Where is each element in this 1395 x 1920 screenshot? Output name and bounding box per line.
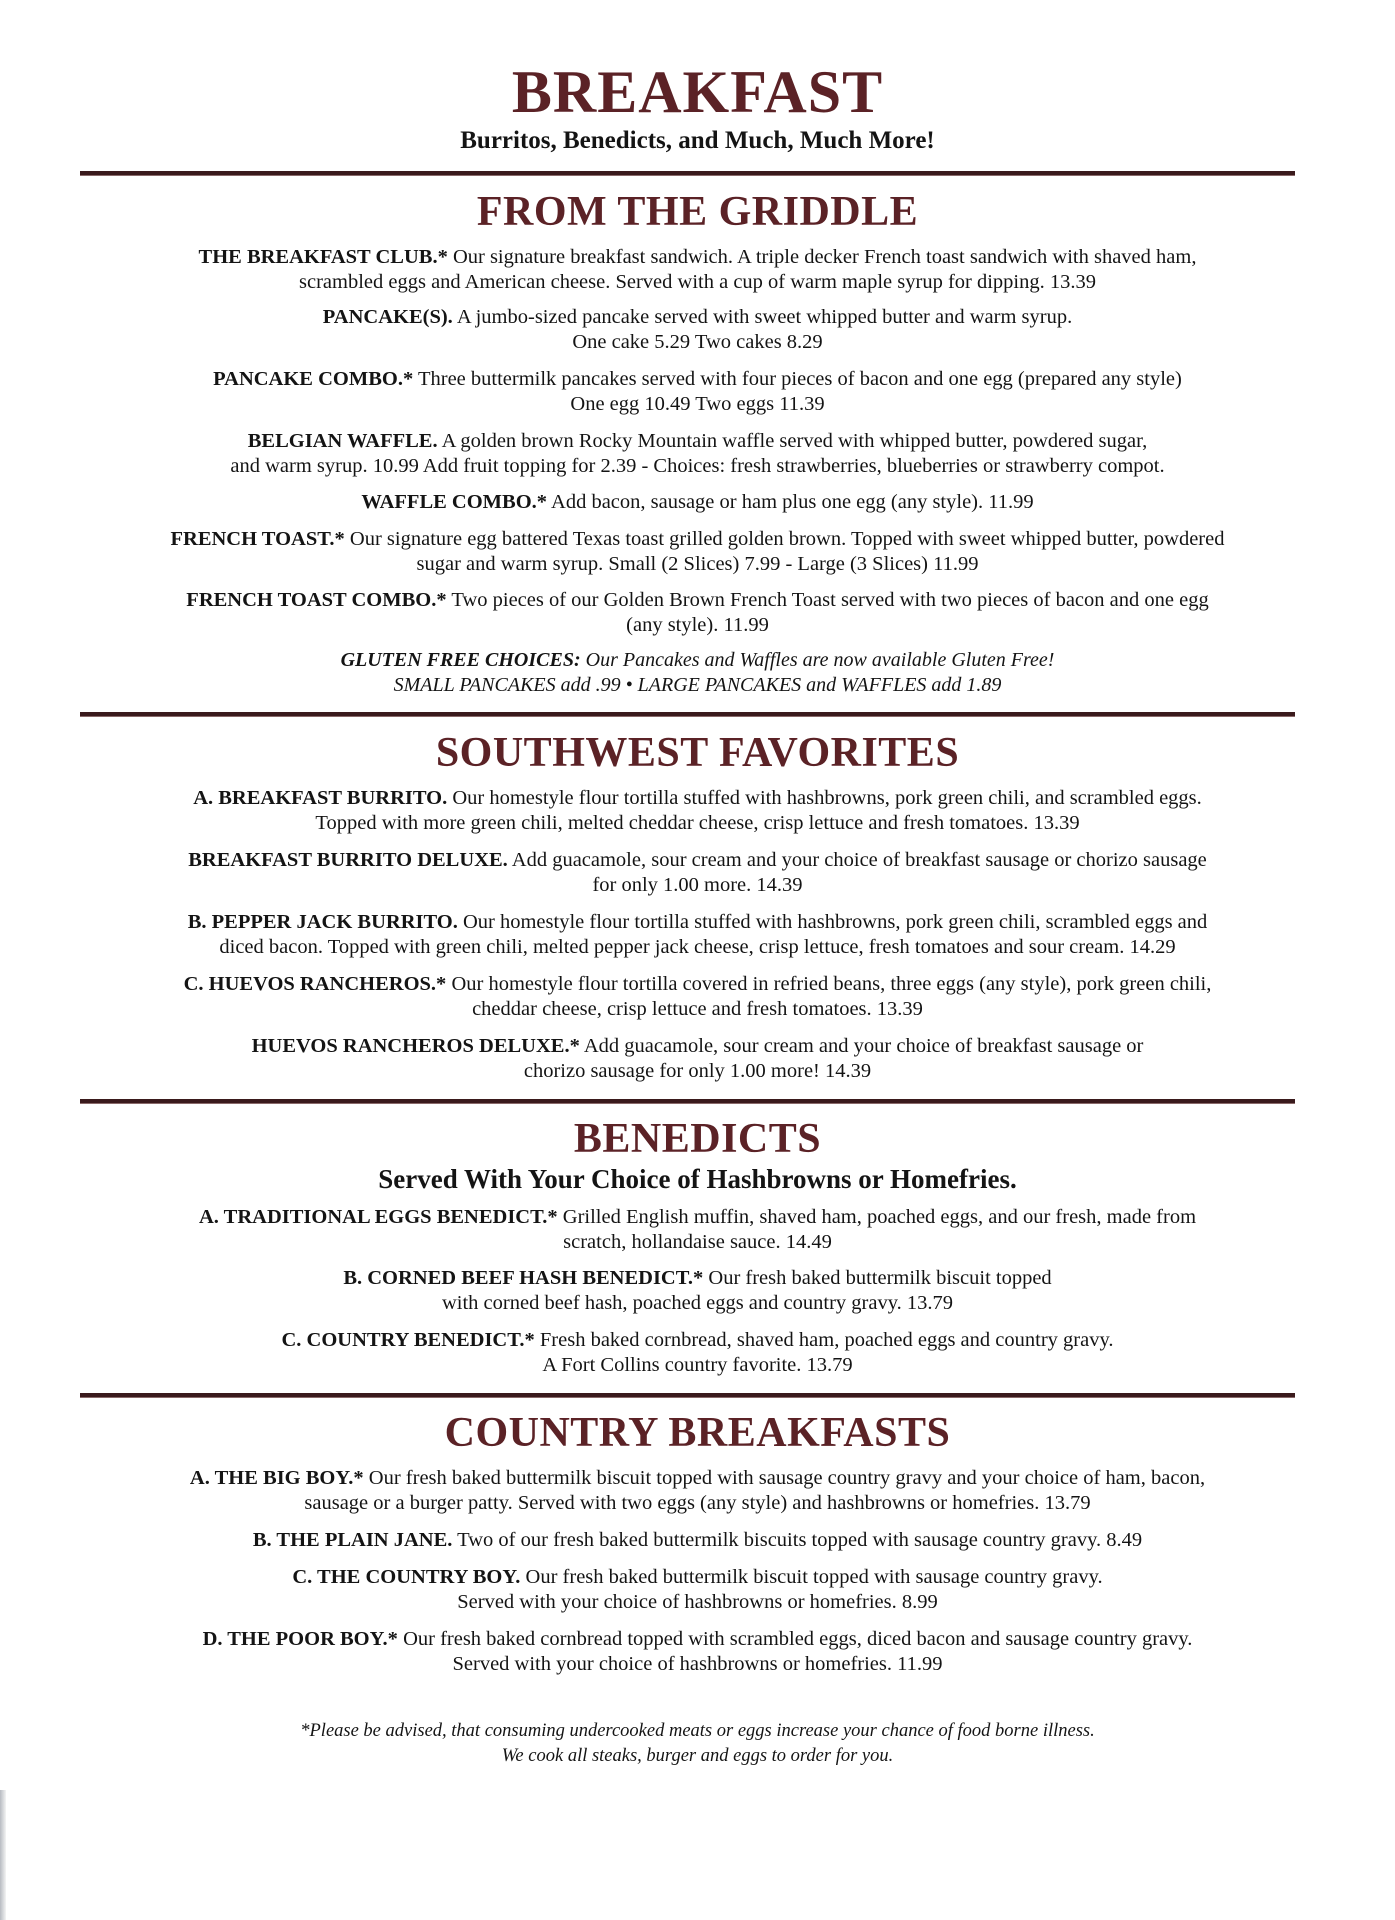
item-desc-line2: scratch, hollandaise sauce. 14.49	[563, 1231, 832, 1253]
section-divider	[80, 1393, 1295, 1398]
item-name: B. PEPPER JACK BURRITO.	[187, 911, 458, 933]
item-desc-line2: One cake 5.29 Two cakes 8.29	[572, 331, 823, 353]
menu-item-plain-jane	[60, 1528, 1335, 1553]
item-name: FRENCH TOAST COMBO.*	[186, 589, 447, 611]
menu-item-pancake-combo	[60, 367, 1335, 417]
item-name: A. THE BIG BOY.*	[189, 1467, 364, 1489]
item-name: FRENCH TOAST.*	[170, 528, 345, 550]
item-desc-line1: Our signature egg battered Texas toast grilled golden brown. Topped with sweet whipped butter, powdered	[349, 528, 1225, 550]
item-name: A. BREAKFAST BURRITO.	[193, 787, 448, 809]
item-desc-line1: Our fresh baked buttermilk biscuit topped with sausage country gravy.	[525, 1566, 1103, 1588]
item-desc-line2: chorizo sausage for only 1.00 more! 14.39	[523, 1060, 872, 1082]
menu-item-waffle-combo	[60, 490, 1335, 515]
section-divider	[80, 712, 1295, 717]
menu-item-country-benedict	[60, 1328, 1335, 1378]
item-desc-line2: One egg 10.49 Two eggs 11.39	[570, 393, 825, 415]
item-desc-line2: (any style). 11.99	[626, 614, 769, 636]
item-desc-line1: Three buttermilk pancakes served with four pieces of bacon and one egg (prepared any style)	[417, 368, 1182, 390]
item-desc-line1: Two of our fresh baked buttermilk biscuits topped with sausage country gravy. 8.49	[457, 1529, 1143, 1551]
item-desc-line1: Fresh baked cornbread, shaved ham, poached eggs and country gravy.	[539, 1329, 1114, 1351]
item-desc-line2: cheddar cheese, crisp lettuce and fresh tomatoes. 13.39	[472, 998, 923, 1020]
menu-item-big-boy	[60, 1466, 1335, 1516]
item-desc-line1: Add guacamole, sour cream and your choice of breakfast sausage or chorizo sausage	[511, 849, 1207, 871]
section-divider	[80, 1099, 1295, 1104]
item-desc-line2: Topped with more green chili, melted cheddar cheese, crisp lettuce and fresh tomatoes. 13.39	[315, 812, 1080, 834]
food-safety-disclaimer	[60, 1719, 1335, 1769]
menu-item-pepper-jack-burrito	[60, 910, 1335, 960]
item-name: HUEVOS RANCHEROS DELUXE.*	[251, 1035, 580, 1057]
menu-item-traditional-eggs-benedict	[60, 1205, 1335, 1255]
section-title-griddle: FROM THE GRIDDLE	[476, 189, 919, 235]
item-desc-line2: A Fort Collins country favorite. 13.79	[542, 1354, 853, 1376]
item-desc-line2: Served with your choice of hashbrowns or homefries. 11.99	[452, 1653, 943, 1675]
item-desc-line1: Our fresh baked buttermilk biscuit topped with sausage country gravy and your choice of ham, bacon,	[368, 1467, 1206, 1489]
item-desc-line1: Our homestyle flour tortilla stuffed with hashbrowns, pork green chili, and scrambled eggs.	[452, 787, 1202, 809]
menu-item-breakfast-burrito	[60, 786, 1335, 836]
item-desc-line1: A jumbo-sized pancake served with sweet whipped butter and warm syrup.	[456, 306, 1073, 328]
item-desc-line1: Our fresh baked buttermilk biscuit topped	[708, 1267, 1052, 1289]
item-desc-line2: sugar and warm syrup. Small (2 Slices) 7.99 - Large (3 Slices) 11.99	[416, 553, 979, 575]
item-desc-line1: Add bacon, sausage or ham plus one egg (any style). 11.99	[551, 491, 1034, 513]
item-name: BELGIAN WAFFLE.	[247, 430, 438, 452]
scan-edge-shadow	[0, 1790, 6, 1920]
item-name: D. THE POOR BOY.*	[202, 1628, 398, 1650]
note-line1: Our Pancakes and Waffles are now available Gluten Free!	[585, 649, 1055, 671]
item-name: BREAKFAST BURRITO DELUXE.	[188, 849, 508, 871]
item-desc-line1: Our signature breakfast sandwich. A triple decker French toast sandwich with shaved ham,	[452, 246, 1197, 268]
item-desc-line1: Our homestyle flour tortilla stuffed with hashbrowns, pork green chili, scrambled eggs and	[462, 911, 1208, 933]
item-desc-line2: and warm syrup. 10.99 Add fruit topping for 2.39 - Choices: fresh strawberries, blueberries or strawberry compot.	[230, 455, 1165, 477]
menu-item-french-toast	[60, 527, 1335, 577]
item-name: C. HUEVOS RANCHEROS.*	[183, 973, 447, 995]
item-name: PANCAKE(S).	[322, 306, 453, 328]
disclaimer-line2: We cook all steaks, burger and eggs to order for you.	[501, 1746, 894, 1766]
item-desc-line1: Add guacamole, sour cream and your choice of breakfast sausage or	[583, 1035, 1144, 1057]
section-subtitle-benedicts: Served With Your Choice of Hashbrowns or Homefries.	[378, 1164, 1017, 1194]
item-name: THE BREAKFAST CLUB.*	[198, 246, 448, 268]
item-desc-line1: Two pieces of our Golden Brown French Toast served with two pieces of bacon and one egg	[451, 589, 1209, 611]
item-name: B. CORNED BEEF HASH BENEDICT.*	[343, 1267, 704, 1289]
menu-item-huevos-rancheros-deluxe	[60, 1034, 1335, 1084]
menu-item-country-boy	[60, 1565, 1335, 1615]
menu-item-breakfast-burrito-deluxe	[60, 848, 1335, 898]
item-name: WAFFLE COMBO.*	[361, 491, 548, 513]
item-name: C. COUNTRY BENEDICT.*	[281, 1329, 535, 1351]
item-name: A. TRADITIONAL EGGS BENEDICT.*	[198, 1206, 558, 1228]
item-desc-line2: sausage or a burger patty. Served with two eggs (any style) and hashbrowns or homefries. 13.79	[304, 1492, 1091, 1514]
disclaimer-line1: *Please be advised, that consuming undercooked meats or eggs increase your chance of food borne illness.	[300, 1721, 1095, 1741]
menu-item-pancakes	[60, 305, 1335, 355]
section-divider	[80, 171, 1295, 176]
menu-item-breakfast-club	[60, 245, 1335, 295]
item-desc-line2: scrambled eggs and American cheese. Served with a cup of warm maple syrup for dipping. 13.39	[299, 271, 1096, 293]
item-desc-line2: with corned beef hash, poached eggs and country gravy. 13.79	[441, 1292, 953, 1314]
item-desc-line1: Our homestyle flour tortilla covered in refried beans, three eggs (any style), pork green chili,	[451, 973, 1212, 995]
item-name: B. THE PLAIN JANE.	[252, 1529, 453, 1551]
menu-item-huevos-rancheros	[60, 972, 1335, 1022]
item-desc-line2: diced bacon. Topped with green chili, melted pepper jack cheese, crisp lettuce, fresh tomatoes and sour cream. 14.29	[219, 936, 1176, 958]
item-desc-line2: Served with your choice of hashbrowns or homefries. 8.99	[457, 1591, 938, 1613]
menu-item-corned-beef-hash-benedict	[60, 1266, 1335, 1316]
item-desc-line1: Our fresh baked cornbread topped with scrambled eggs, diced bacon and sausage country gravy.	[403, 1628, 1193, 1650]
menu-item-poor-boy	[60, 1627, 1335, 1677]
note-line2: SMALL PANCAKES add .99 • LARGE PANCAKES and WAFFLES add 1.89	[393, 674, 1002, 696]
menu-item-french-toast-combo	[60, 588, 1335, 638]
page-subtitle: Burritos, Benedicts, and Much, Much More!	[460, 127, 935, 154]
page-title: BREAKFAST	[511, 59, 884, 125]
item-desc-line1: Grilled English muffin, shaved ham, poached eggs, and our fresh, made from	[562, 1206, 1197, 1228]
item-desc-line2: for only 1.00 more. 14.39	[592, 874, 803, 896]
item-name: C. THE COUNTRY BOY.	[292, 1566, 521, 1588]
section-title-southwest: SOUTHWEST FAVORITES	[435, 730, 960, 776]
section-title-country-breakfasts: COUNTRY BREAKFASTS	[444, 1410, 951, 1456]
gluten-free-note	[60, 648, 1335, 698]
note-label: GLUTEN FREE CHOICES:	[340, 649, 581, 671]
menu-item-belgian-waffle	[60, 429, 1335, 479]
item-name: PANCAKE COMBO.*	[213, 368, 414, 390]
section-title-benedicts: BENEDICTS	[573, 1116, 822, 1162]
item-desc-line1: A golden brown Rocky Mountain waffle served with whipped butter, powdered sugar,	[441, 430, 1148, 452]
